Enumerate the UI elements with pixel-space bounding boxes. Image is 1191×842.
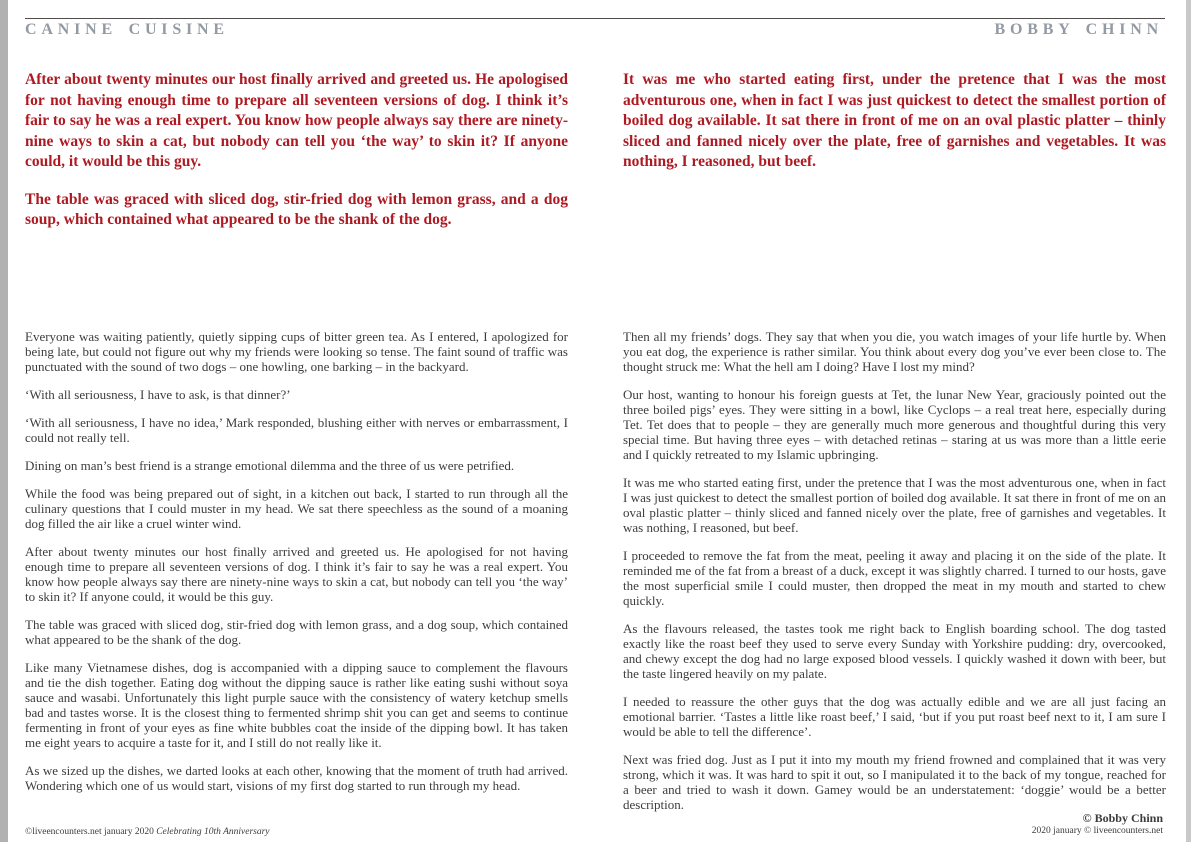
pull-quote-paragraph: It was me who started eating first, under the pretence that I was the most adventurous one, when in fact I was just quickest to detect the smallest portion of boiled dog available. It sat there in front of me on an oval plastic platter – thinly sliced and fanned nicely over the plate, free of garnishes and vegetables. It was nothing, I reasoned, but beef. [623,71,1166,170]
header-rule [25,18,1165,19]
body-paragraph: While the food was being prepared out of sight, in a kitchen out back, I started to run through all the culinary questions that I could muster in my head. We sat there speechless as the sound of a moaning dog filled the air like a cruel winter wind. [25,486,568,531]
body-paragraph: Like many Vietnamese dishes, dog is accompanied with a dipping sauce to complement the flavours and tie the dish together. Eating dog without the dipping sauce is rather like eating sushi without soya sauce and wasabi. Unfortunately this light purple sauce with the consistency of watery ketchup smells bad and tastes worse. It is the closest thing to fermented shrimp shit you can get and seems to continue fermenting in front of your eyes as fine white bubbles coat the inside of the dipping bowl. It has taken me eight years to acquire a taste for it, and I still do not really like it. [25,660,568,750]
body-paragraph: ‘With all seriousness, I have no idea,’ Mark responded, blushing either with nerves or embarrassment, I could not really tell. [25,415,568,445]
footer-credit-text: ©liveencounters.net january 2020 [25,827,157,837]
body-right-column [623,329,1166,825]
body-paragraph: Everyone was waiting patiently, quietly sipping cups of bitter green tea. As I entered, I apologized for being late, but could not figure out why my friends were looking so tense. The faint sound of traffic was punctuated with the sound of two dogs – one howling, one barking – in the backyard. [25,329,568,374]
page-edge-right [1186,0,1191,842]
body-paragraph: Our host, wanting to honour his foreign guests at Tet, the lunar New Year, graciously pointed out the three boiled pigs’ eyes. They were sitting in a bowl, like Cyclops – a real treat here, especially during Tet. Tet does that to people – they are generally much more generous and thoughtful during this very special time. But having three eyes – with detached retinas – staring at us was more than a little eerie and I quickly retreated to my Islamic upbringing. [623,387,1166,462]
footer-site-credit: 2020 january © liveencounters.net [1031,826,1163,836]
pull-quote-paragraph: The table was graced with sliced dog, stir-fried dog with lemon grass, and a dog soup, which contained what appeared to be the shank of the dog. [25,190,568,228]
footer-author-name: © Bobby Chinn [1082,811,1163,825]
body-paragraph: Next was fried dog. Just as I put it into my mouth my friend frowned and complained that it was very strong, which it was. It was hard to spit it out, so I manipulated it to the back of my tongue, reached for a beer and tried to wash it down. Gamey would be an understatement: ‘doggie’ would be a better description. [623,752,1166,812]
article-title: CANINE CUISINE [25,21,229,38]
footer-author-credit [1032,811,1163,838]
body-paragraph: Then all my friends’ dogs. They say that when you die, you watch images of your life hurtle by. When you eat dog, the experience is rather similar. You think about every dog you’ve ever been close to. The thought struck me: What the hell am I doing? Have I lost my mind? [623,329,1166,374]
body-paragraph: I proceeded to remove the fat from the meat, peeling it away and placing it on the side of the plate. It reminded me of the fat from a breast of a duck, except it was slightly charred. I turned to our hosts, gave the most superficial smile I could muster, then dropped the meat in my mouth and started to chew quickly. [623,548,1166,608]
footer-publication-credit [25,827,270,837]
body-paragraph: As we sized up the dishes, we darted looks at each other, knowing that the moment of truth had arrived. Wondering which one of us would start, visions of my first dog started to run through my head. [25,763,568,793]
body-paragraph: Dining on man’s best friend is a strange emotional dilemma and the three of us were petrified. [25,458,515,473]
body-paragraph: It was me who started eating first, under the pretence that I was the most adventurous one, when in fact I was just quickest to detect the smallest portion of boiled dog available. It sat there in front of me on an oval plastic platter – thinly sliced and fanned nicely over the plate, free of garnishes and vegetables. It was nothing, I reasoned, but beef. [623,475,1166,535]
body-paragraph: The table was graced with sliced dog, stir-fried dog with lemon grass, and a dog soup, which contained what appeared to be the shank of the dog. [25,617,568,647]
body-paragraph: ‘With all seriousness, I have to ask, is that dinner?’ [25,387,291,402]
page-edge-left [0,0,8,842]
body-paragraph: After about twenty minutes our host finally arrived and greeted us. He apologised for not having enough time to prepare all seventeen versions of dog. I think it’s fair to say he was a real expert. You know how people always say there are ninety-nine ways to skin a cat, but nobody can tell you ‘the way’ to skin it? If anyone could, it would be this guy. [25,544,568,604]
footer-anniversary-text: Celebrating 10th Anniversary [156,827,270,837]
body-paragraph: I needed to reassure the other guys that the dog was actually edible and we are all just facing an emotional barrier. ‘Tastes a little like roast beef,’ I said, ‘but if you put roast beef next to it, I am sure I would be able to tell the difference’. [623,694,1166,739]
author-title: BOBBY CHINN [994,21,1163,38]
body-paragraph: As the flavours released, the tastes took me right back to English boarding school. The dog tasted exactly like the roast beef they used to serve every Sunday with Yorkshire pudding: dry, overcooked, and chewy except the dog had no large exposed blood vessels. I quickly washed it down with beer, but the taste lingered heavily on my palate. [623,621,1166,681]
pull-quote-left-column [25,70,568,248]
pull-quote-right-column [623,70,1166,190]
pull-quote-paragraph: After about twenty minutes our host finally arrived and greeted us. He apologised for not having enough time to prepare all seventeen versions of dog. I think it’s fair to say he was a real expert. You know how people always say there are ninety-nine ways to skin a cat, but nobody can tell you ‘the way’ to skin it? If anyone could, it would be this guy. [25,71,568,170]
body-left-column [25,329,568,806]
